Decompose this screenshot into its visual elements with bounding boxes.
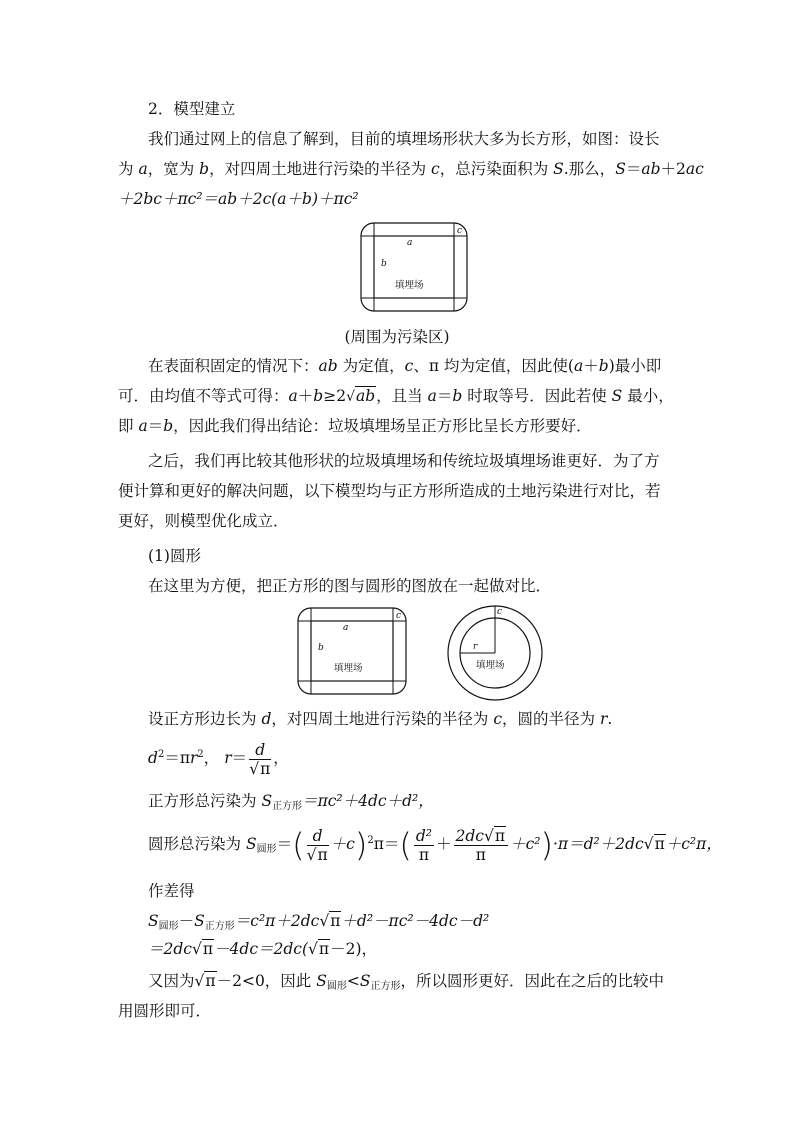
numerator: d [249,741,271,760]
var: c [404,357,414,375]
label-b: b [318,643,324,653]
subscript: 正方形 [272,801,303,812]
text: ＋c [330,835,355,853]
denominator: √π [306,845,328,864]
sqrt-pi: π [260,759,271,778]
var: b [452,387,463,405]
para2-line2: 可．由均值不等式可得：a＋b≥2√ab，且当 a＝b 时取等号．因此若使 S 最小， [118,387,674,405]
text: ，因此我们得出结论：垃圾填埋场呈正方形比呈长方形要好． [173,417,592,435]
text: ＋c²π， [665,835,722,853]
text: 最小， [622,387,674,405]
label-landfill: 填埋场 [395,280,424,291]
sqrt-pi: π [330,912,341,930]
text: ＝πc²＋4dc＋d²， [302,792,434,810]
fraction [454,827,509,864]
text: ，所以圆形更好．因此在之后的比较中 [400,972,664,990]
text: 即 [118,417,139,435]
var: b [163,417,174,435]
subscript: 正方形 [370,981,401,992]
para2-line3 [118,415,678,437]
text: ＝2dc [148,940,192,958]
text: ， [273,749,289,767]
text: ＝ [436,387,453,405]
label-landfill: 填埋场 [334,663,363,674]
text: 又因为 [148,972,195,990]
numerator: d [307,827,329,846]
var: r [190,749,198,767]
denominator: √π [249,759,271,778]
equation-2 [148,790,708,812]
text: 正方形总污染为 [148,792,262,810]
sqrt-pi: π [494,826,506,845]
equation-4: $S_{圆形}-S_{正方形}=c^2\pi+2dc√\pi+d^2-\pi c^2-4dc-d^2$ [148,912,490,932]
figure-rectangle-landfill [360,222,468,312]
text: ， [203,749,220,767]
var: ab [641,160,661,178]
text: )最小即 [608,357,662,375]
para3-line2: 便计算和更好的解决问题，以下模型均与正方形所造成的土地污染进行对比，若 [118,482,661,500]
text: ，宽为 [147,160,200,178]
label-r: r [473,642,478,652]
text: ＝ [276,835,293,853]
para1-line1: 我们通过网上的信息了解到，目前的填埋场形状大多为长方形，如图：设长 [148,130,660,148]
denominator: π [418,845,430,864]
subsection-title: (1)圆形 [148,547,201,565]
label-b: b [381,259,387,269]
var: c [431,160,440,178]
subscript: 正方形 [204,921,235,932]
var: S [148,912,159,930]
para1-line3: ＋2bc＋πc²＝ab＋2c(a＋b)＋πc² [118,190,359,208]
text: ，对四周土地进行污染的半径为 [209,160,431,178]
equation-3: 圆形总污染为 $S_{圆形}=$( $\frac{d}{√\pi}$ ＋c)$^2$π＝( $\frac{\text{d²}}{\pi}$ ＋ $\frac{2dc√\pi}{\pi}$ ＋c²)·π＝d²＋2dc√π＋c²π， [148,826,722,864]
var: ab [318,357,338,375]
para6-line1: 作差得 [148,882,195,900]
var: S [261,792,273,810]
text: 可．由均值不等式可得： [118,387,289,405]
sqrt-pi: π [318,940,330,958]
text: ，且当 [376,387,428,405]
numerator: d² [415,826,432,845]
figure1-caption: (周围为污染区) [344,328,450,346]
var: S [316,972,327,990]
text: ，总污染面积为 [439,160,554,178]
subscript: 圆形 [256,844,277,855]
label-landfill: 填埋场 [476,660,505,671]
text: 在表面积固定的情况下： [148,357,319,375]
text: －2<0，因此 [216,972,317,990]
sqrt-pi: π [202,940,214,958]
text: ＝ [147,417,164,435]
label-c: c [396,611,402,621]
fraction [414,827,434,864]
text: ·π＝d²＋2dc [552,835,644,853]
para2-line1 [148,355,708,377]
var: r [224,749,232,767]
var: a [138,160,148,178]
text: ＋c² [510,835,541,853]
var: S [194,912,205,930]
label-c: c [497,607,503,617]
text: ≥2 [323,387,347,405]
var: b [199,160,210,178]
label-a: a [343,623,349,633]
para4-line1: 在这里为方便，把正方形的图与圆形的图放在一起做对比． [148,577,552,595]
var: S [359,972,371,990]
text: 圆形总污染为 [148,835,246,853]
var: a [573,357,584,375]
section-title: 2．模型建立 [148,100,236,118]
sqrt-pi: π [317,845,328,864]
var: d [261,710,272,728]
var: b [313,387,324,405]
numerator: 2dc√π [454,827,509,846]
text: －2)， [330,940,378,958]
var: b [598,357,609,375]
label-c: c [457,226,463,236]
fraction [307,827,329,864]
var: c [493,710,502,728]
subscript: 圆形 [158,921,179,932]
text: ＋ [297,387,314,405]
var: r [599,710,608,728]
figure-square-landfill [297,607,407,695]
equation-5: ＝2dc√π－4dc＝2dc(√π－2)， [148,940,378,958]
para7-line1: 又因为√π－2<0，因此 $S_{圆形}<S_{正方形}$，所以圆形更好．因此在之后的比较中 [148,972,664,992]
text: .那么， [563,160,616,178]
var: d [148,749,158,767]
text: ＋d²－πc²－4dc－d² [341,912,490,930]
text: 设正方形边长为 [148,710,262,728]
var: a [138,417,148,435]
subscript: 圆形 [326,981,347,992]
para3-line1: 之后，我们再比较其他形状的垃圾填埋场和传统垃圾填埋场谁更好．为了方 [148,452,660,470]
fraction [249,741,271,778]
var: S [611,387,623,405]
text: ＝ [231,749,248,767]
sqrt-ab: ab [356,387,376,405]
sqrt-pi: π [205,972,216,990]
text: ＋2 [660,160,686,178]
text: ＝ [625,160,642,178]
var: a [288,387,298,405]
figure-circle-landfill [445,605,545,701]
para7-line2: 用圆形即可． [118,1002,212,1020]
var: a [427,387,437,405]
text: ＝π [164,749,190,767]
text: ，对四周土地进行污染的半径为 [271,710,494,728]
var: S [553,160,564,178]
text: 时取等号．因此若使 [462,387,612,405]
label-a: a [407,238,413,248]
text: － [178,912,195,930]
text: 为 [118,160,139,178]
text: . [607,710,613,728]
text: 、π 均为定值，因此使( [413,357,574,375]
text: 为定值， [337,357,405,375]
text: π＝ [373,835,400,853]
text: ＝c²π＋2dc [234,912,320,930]
para1-line2 [118,158,704,180]
equation-1: $d^2=\pi r^2$， r＝ $\frac{d}{√\pi}$ ， [148,740,289,778]
var: S [615,160,626,178]
text: ，圆的半径为 [502,710,600,728]
text: －4dc＝2dc( [214,940,309,958]
para3-line3: 更好，则模型优化成立． [118,512,289,530]
para5-line1 [148,708,708,730]
sqrt-pi: π [654,835,665,853]
var: S [245,835,257,853]
text: < [346,972,360,990]
var: ac [685,160,704,178]
var: 2dc [455,826,484,845]
text: ＋ [583,357,599,375]
denominator: π [475,845,486,864]
